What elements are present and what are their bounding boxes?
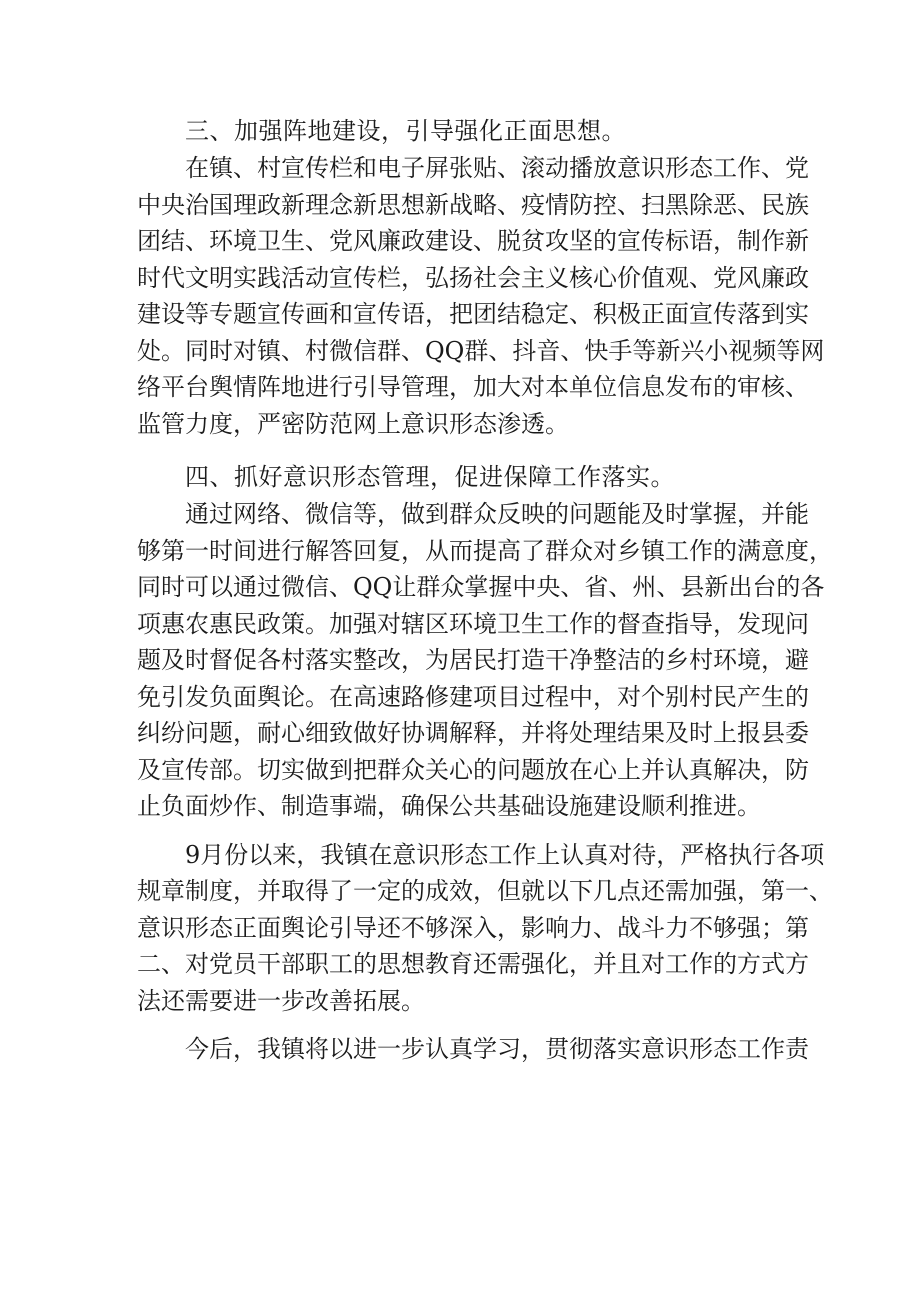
paragraph-line: 项惠农惠民政策。加强对辖区环境卫生工作的督查指导，发现问 [137,609,809,638]
paragraph-line: 二、对党员干部职工的思想教育还需强化，并且对工作的方式方 [137,950,809,978]
paragraph-line: 在镇、村宣传栏和电子屏张贴、滚动播放意识形态工作、党 [185,154,809,182]
document-body [137,112,833,1068]
paragraph-line: 时代文明实践活动宣传栏，弘扬社会主义核心价值观、党风廉政 [137,263,809,292]
paragraph-line: 纠纷问题，耐心细致做好协调解释，并将处理结果及时上报县委 [137,719,809,747]
paragraph-line: 9月份以来，我镇在意识形态工作上认真对待，严格执行各项 [185,840,825,869]
paragraph-line: 够第一时间进行解答回复，从而提高了群众对乡镇工作的满意度， [137,536,833,565]
future-plan-paragraph [137,1031,809,1068]
section-4-paragraph [137,496,833,825]
paragraph-line: 同时可以通过微信、QQ让群众掌握中央、省、州、县新出台的各 [137,573,825,601]
paragraph-line: 今后，我镇将以进一步认真学习，贯彻落实意识形态工作责 [185,1035,809,1063]
section-3-heading: 三、加强阵地建设，引导强化正面思想。 [185,117,626,145]
paragraph-line: 络平台舆情阵地进行引导管理，加大对本单位信息发布的审核、 [137,373,809,401]
paragraph-line: 团结、环境卫生、党风廉政建设、脱贫攻坚的宣传标语，制作新 [137,227,809,255]
paragraph-line: 免引发负面舆论。在高速路修建项目过程中，对个别村民产生的 [137,682,809,711]
paragraph-line: 监管力度，严密防范网上意识形态渗透。 [137,409,569,438]
paragraph-line: 题及时督促各村落实整改，为居民打造干净整洁的乡村环境，避 [137,646,809,674]
september-summary-paragraph [137,837,833,1020]
paragraph-line: 止负面炒作、制造事端，确保公共基础设施建设顺利推进。 [137,792,761,820]
paragraph-line: 及宣传部。切实做到把群众关心的问题放在心上并认真解决，防 [137,755,809,784]
paragraph-line: 通过网络、微信等，做到群众反映的问题能及时掌握，并能 [185,500,809,528]
paragraph-line: 意识形态正面舆论引导还不够深入，影响力、战斗力不够强；第 [137,913,809,942]
section-3-paragraph [137,150,825,442]
paragraph-line: 建设等专题宣传画和宣传语，把团结稳定、积极正面宣传落到实 [137,300,809,328]
paragraph-line: 规章制度，并取得了一定的成效，但就以下几点还需加强，第一、 [137,877,833,905]
section-4-heading: 四、抓好意识形态管理，促进保障工作落实。 [185,463,675,491]
paragraph-line: 中央治国理政新理念新思想新战略、疫情防控、扫黑除恶、民族 [137,190,809,219]
paragraph-line: 法还需要进一步改善拓展。 [137,986,425,1015]
paragraph-line: 处。同时对镇、村微信群、QQ群、抖音、快手等新兴小视频等网 [137,336,825,365]
